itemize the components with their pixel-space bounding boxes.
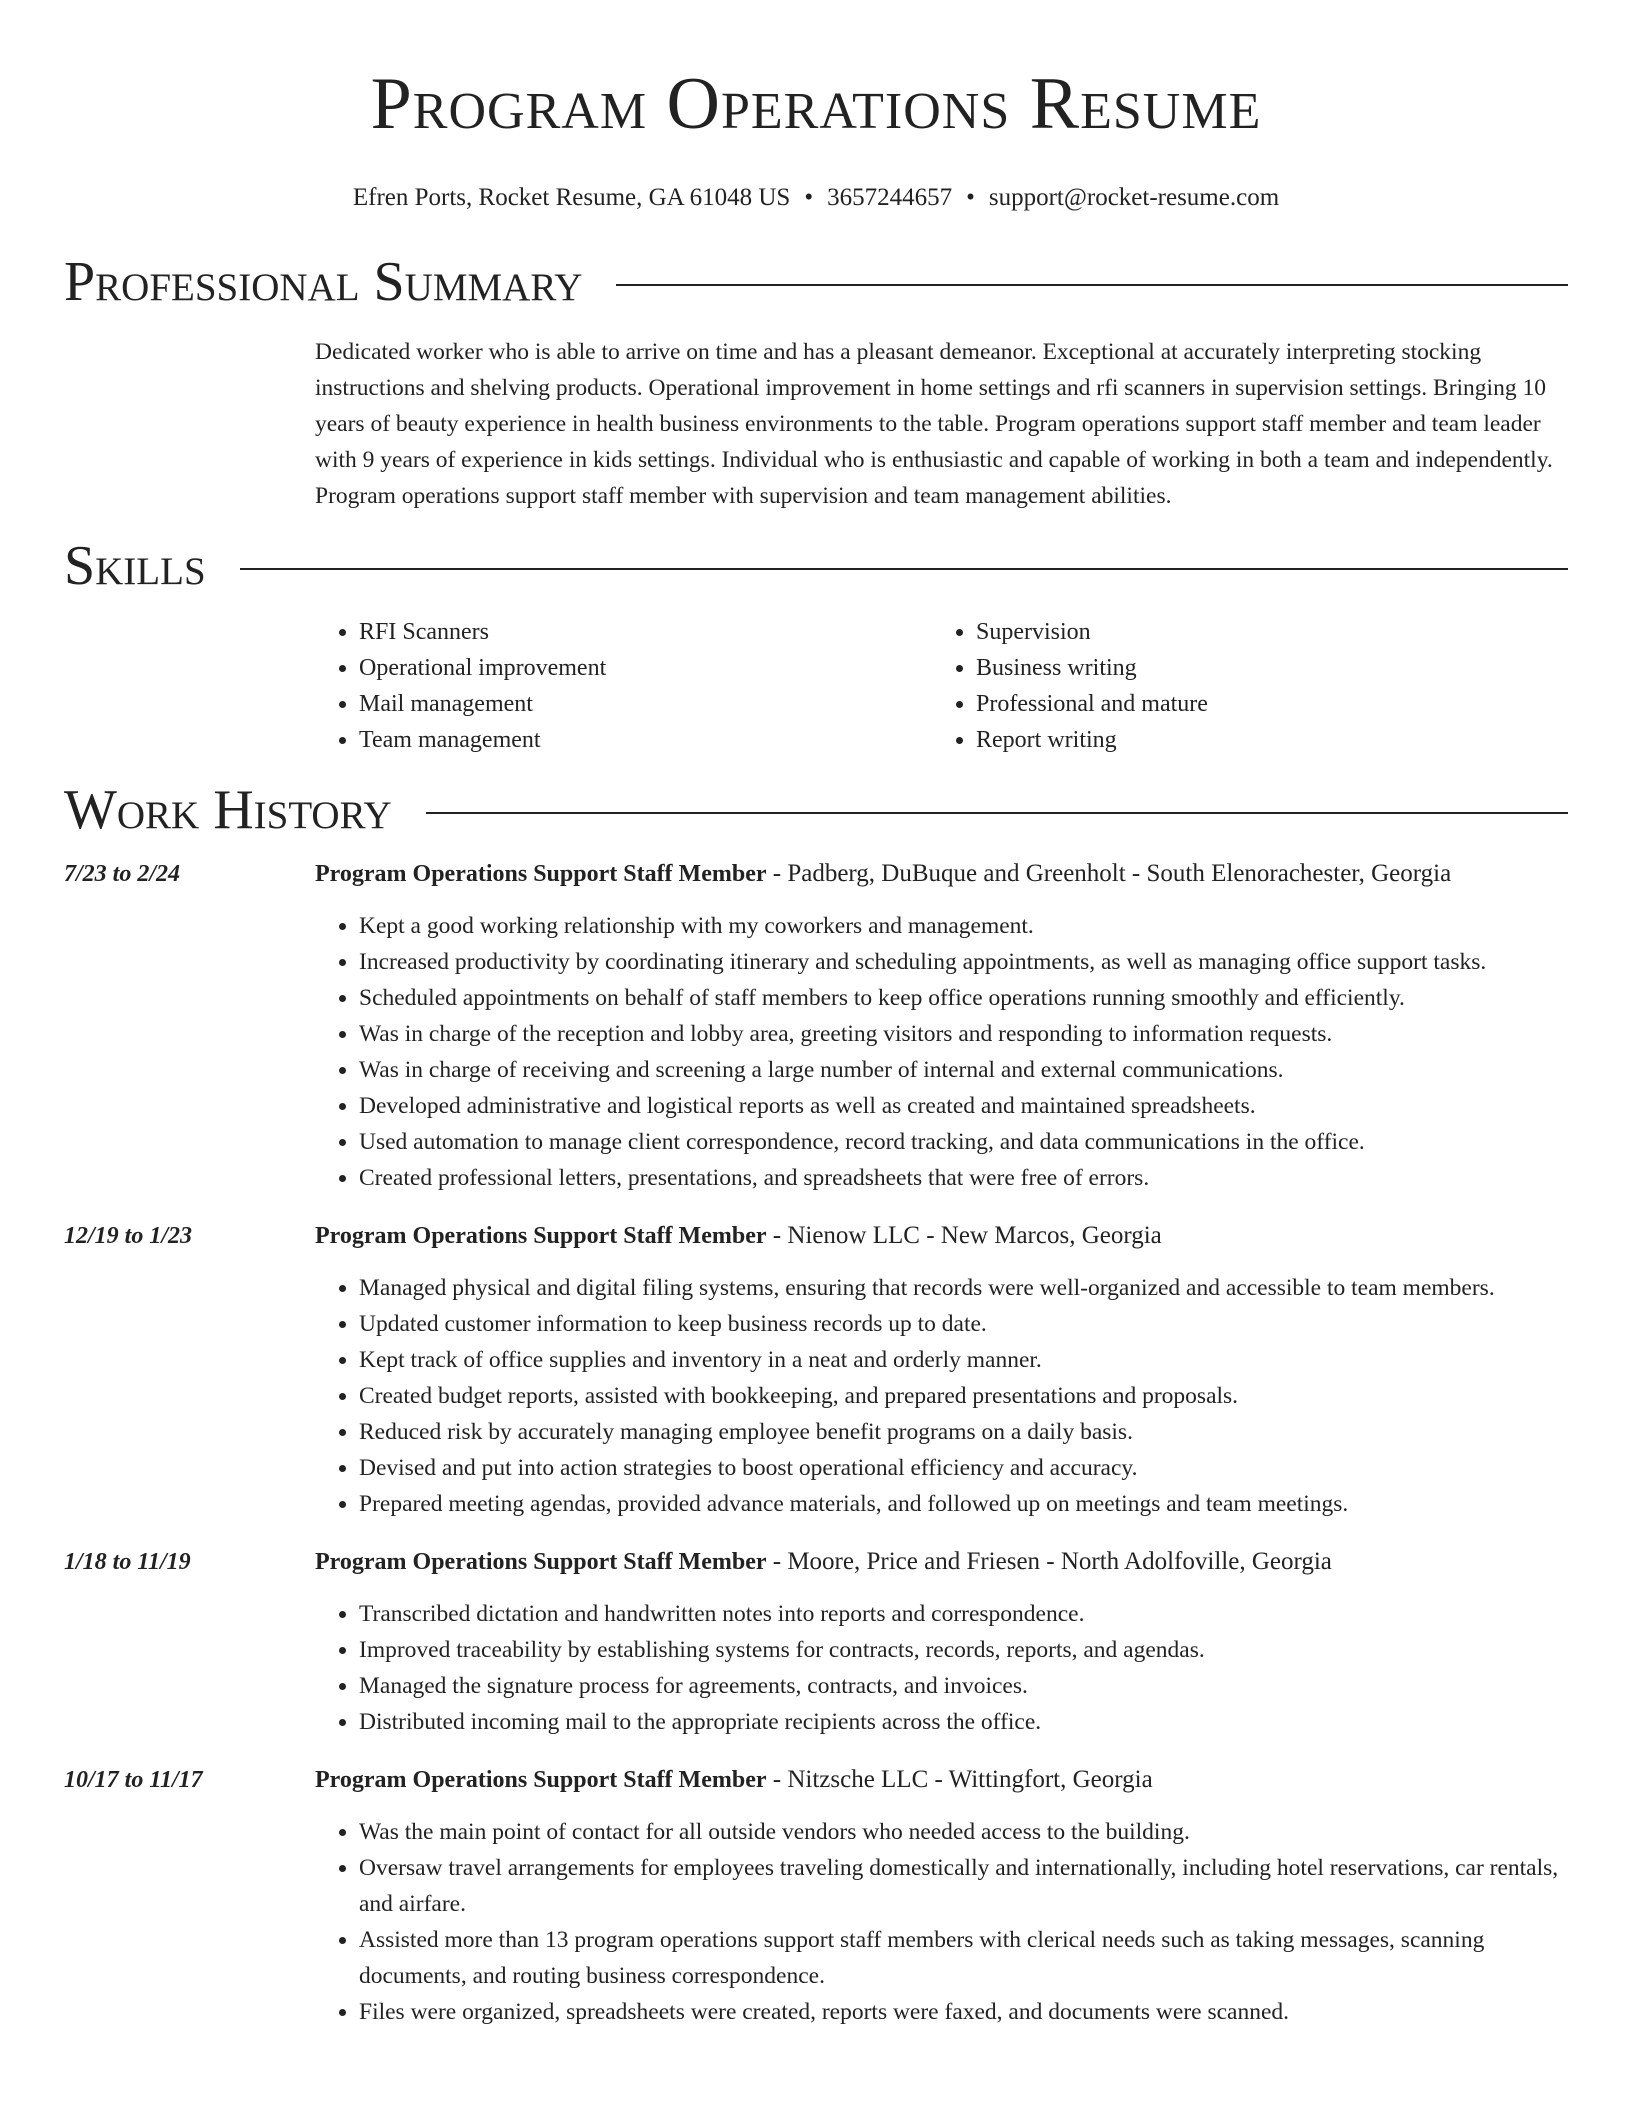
resume-page bbox=[64, 0, 1568, 2030]
job-bullet: • Used automation to manage client correspondence, record tracking, and data communications in the office. bbox=[359, 1124, 1568, 1160]
job-employer: - Padberg, DuBuque and Greenholt - South Elenorachester, Georgia bbox=[766, 860, 1452, 887]
skills-list bbox=[315, 614, 1568, 758]
job-entry bbox=[64, 856, 1568, 1196]
contact-separator: • bbox=[966, 184, 975, 211]
job-bullet: • Scheduled appointments on behalf of staff members to keep office operations running smoothly and efficiently. bbox=[359, 980, 1568, 1016]
job-bullet: • Kept a good working relationship with my coworkers and management. bbox=[359, 908, 1568, 944]
skill-item: • Team management bbox=[359, 722, 932, 758]
summary-text: Dedicated worker who is able to arrive on time and has a pleasant demeanor. Exceptional at accurately interpreting stocking instructions and shelving products. Operational improvement in home settings and rfi scanners in supervision settings. Bringing 10 years of beauty experience in health business environments to the table. Program operations support staff member and team leader with 9 years of experience in kids settings. Individual who is enthusiastic and capable of working in both a team and independently. Program operations support staff member with supervision and team management abilities. bbox=[315, 339, 1553, 509]
job-bullets bbox=[315, 908, 1568, 1196]
skill-item: • Supervision bbox=[976, 614, 1536, 650]
job-bullet: • Developed administrative and logistical reports as well as created and maintained spreadsheets. bbox=[359, 1088, 1568, 1124]
job-bullet: • Devised and put into action strategies to boost operational efficiency and accuracy. bbox=[359, 1450, 1568, 1486]
job-bullets bbox=[315, 1596, 1568, 1740]
job-bullets bbox=[315, 1814, 1568, 2030]
job-bullet: • Was in charge of receiving and screening a large number of internal and external communications. bbox=[359, 1052, 1568, 1088]
job-bullet: • Prepared meeting agendas, provided advance materials, and followed up on meetings and team meetings. bbox=[359, 1486, 1568, 1522]
skill-item: • Business writing bbox=[976, 650, 1536, 686]
section-divider bbox=[616, 284, 1568, 286]
job-bullet: • Reduced risk by accurately managing employee benefit programs on a daily basis. bbox=[359, 1414, 1568, 1450]
skill-item: • RFI Scanners bbox=[359, 614, 932, 650]
contact-line bbox=[64, 182, 1568, 214]
job-bullet: • Oversaw travel arrangements for employees traveling domestically and internationally, including hotel reservations, car rentals, and airfare. bbox=[359, 1850, 1568, 1922]
job-bullet: • Was in charge of the reception and lobby area, greeting visitors and responding to information requests. bbox=[359, 1016, 1568, 1052]
job-bullet: • Managed physical and digital filing systems, ensuring that records were well-organized and accessible to team members. bbox=[359, 1270, 1568, 1306]
job-employer: - Moore, Price and Friesen - North Adolfoville, Georgia bbox=[766, 1548, 1332, 1575]
job-employer: - Nienow LLC - New Marcos, Georgia bbox=[766, 1222, 1162, 1249]
skill-item: • Professional and mature bbox=[976, 686, 1536, 722]
job-bullets bbox=[315, 1270, 1568, 1522]
skills-section-header bbox=[64, 536, 1568, 596]
job-employer: - Nitzsche LLC - Wittingfort, Georgia bbox=[766, 1766, 1153, 1793]
skill-item: • Mail management bbox=[359, 686, 932, 722]
work-heading: Work History bbox=[64, 779, 392, 841]
work-history-list bbox=[64, 856, 1568, 2030]
job-bullet: • Created budget reports, assisted with bookkeeping, and prepared presentations and proposals. bbox=[359, 1378, 1568, 1414]
job-body bbox=[315, 1544, 1568, 1740]
skills-column-1 bbox=[315, 614, 932, 758]
summary-heading: Professional Summary bbox=[64, 251, 583, 313]
skill-item: • Report writing bbox=[976, 722, 1536, 758]
summary-section-header bbox=[64, 252, 1568, 312]
job-entry bbox=[64, 1762, 1568, 2030]
job-dates: 1/18 to 11/19 bbox=[64, 1549, 191, 1575]
contact-separator: • bbox=[804, 184, 814, 211]
job-bullet: • Increased productivity by coordinating itinerary and scheduling appointments, as well as managing office support tasks. bbox=[359, 944, 1568, 980]
contact-email: support@rocket-resume.com bbox=[988, 184, 1280, 211]
job-bullet: • Distributed incoming mail to the appropriate recipients across the office. bbox=[359, 1704, 1568, 1740]
job-entry bbox=[64, 1218, 1568, 1522]
job-bullet: • Created professional letters, presentations, and spreadsheets that were free of errors. bbox=[359, 1160, 1568, 1196]
job-bullet: • Assisted more than 13 program operations support staff members with clerical needs such as taking messages, scanning documents, and routing business correspondence. bbox=[359, 1922, 1568, 1994]
page-title: Program Operations Resume bbox=[370, 63, 1262, 145]
job-header bbox=[315, 1762, 1568, 1798]
skills-column-2 bbox=[932, 614, 1536, 758]
job-body bbox=[315, 856, 1568, 1196]
job-bullet: • Files were organized, spreadsheets were created, reports were faxed, and documents were scanned. bbox=[359, 1994, 1568, 2030]
job-dates: 7/23 to 2/24 bbox=[64, 861, 181, 887]
job-header bbox=[315, 1218, 1568, 1254]
job-bullet: • Transcribed dictation and handwritten notes into reports and correspondence. bbox=[359, 1596, 1568, 1632]
job-dates: 12/19 to 1/23 bbox=[64, 1223, 193, 1249]
skill-item: • Operational improvement bbox=[359, 650, 932, 686]
job-title: Program Operations Support Staff Member bbox=[315, 1223, 767, 1249]
contact-address: Efren Ports, Rocket Resume, GA 61048 US bbox=[352, 184, 791, 211]
job-bullet: • Was the main point of contact for all outside vendors who needed access to the building. bbox=[359, 1814, 1568, 1850]
job-bullet: • Improved traceability by establishing systems for contracts, records, reports, and agendas. bbox=[359, 1632, 1568, 1668]
job-dates: 10/17 to 11/17 bbox=[64, 1767, 203, 1793]
job-title: Program Operations Support Staff Member bbox=[315, 861, 767, 887]
job-entry bbox=[64, 1544, 1568, 1740]
section-divider bbox=[240, 568, 1568, 570]
job-bullet: • Managed the signature process for agreements, contracts, and invoices. bbox=[359, 1668, 1568, 1704]
contact-phone: 3657244657 bbox=[827, 184, 953, 211]
job-body bbox=[315, 1762, 1568, 2030]
job-bullet: • Kept track of office supplies and inventory in a neat and orderly manner. bbox=[359, 1342, 1568, 1378]
job-bullet: • Updated customer information to keep business records up to date. bbox=[359, 1306, 1568, 1342]
job-header bbox=[315, 856, 1568, 892]
skills-heading: Skills bbox=[64, 535, 206, 597]
job-title: Program Operations Support Staff Member bbox=[315, 1767, 767, 1793]
job-header bbox=[315, 1544, 1568, 1580]
job-title: Program Operations Support Staff Member bbox=[315, 1549, 767, 1575]
section-divider bbox=[426, 812, 1568, 814]
job-body bbox=[315, 1218, 1568, 1522]
work-section-header bbox=[64, 780, 1568, 840]
